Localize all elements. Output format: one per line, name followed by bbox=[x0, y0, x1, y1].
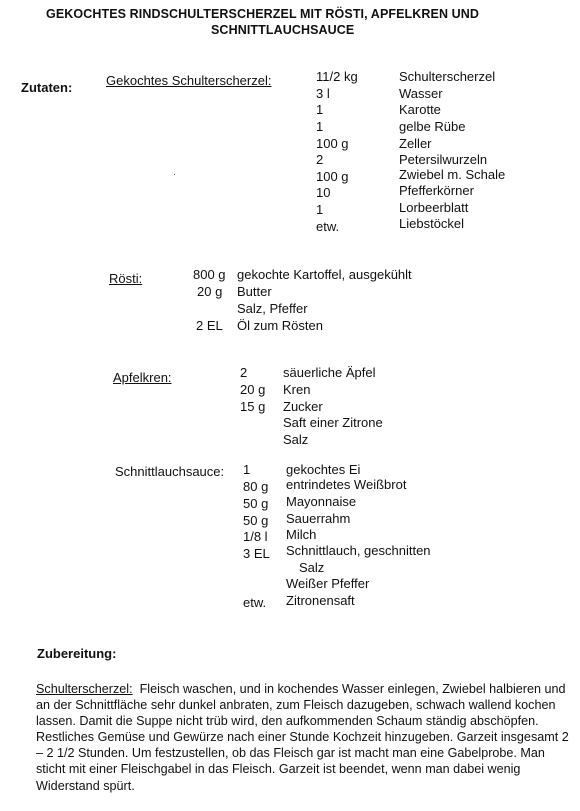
schnittlauch-qty: 80 g bbox=[243, 479, 269, 494]
schulter-item: gelbe Rübe bbox=[399, 119, 466, 134]
ingredients-heading: Zutaten: bbox=[21, 80, 73, 95]
apfelkren-item: Salz bbox=[283, 432, 309, 447]
schnittlauch-item: Weißer Pfeffer bbox=[286, 576, 370, 591]
schnittlauch-qty: 50 g bbox=[243, 496, 269, 511]
apfelkren-item: säuerliche Äpfel bbox=[283, 365, 376, 380]
schulter-item: Wasser bbox=[399, 86, 443, 101]
roesti-item: Öl zum Rösten bbox=[237, 318, 323, 333]
schulter-qty: 2 bbox=[316, 152, 324, 167]
preparation-paragraph bbox=[36, 681, 576, 794]
section-label-roesti: Rösti: bbox=[109, 271, 143, 286]
apfelkren-qty: 20 g bbox=[240, 382, 266, 397]
schnittlauch-item: Mayonnaise bbox=[286, 494, 357, 509]
schnittlauch-item: entrindetes Weißbrot bbox=[286, 477, 407, 492]
schnittlauch-item: Zitronensaft bbox=[286, 593, 355, 608]
apfelkren-qty: 15 g bbox=[240, 399, 266, 414]
schnittlauch-item: Salz bbox=[299, 560, 325, 575]
roesti-item: Salz, Pfeffer bbox=[237, 301, 308, 316]
schulter-item: Schulterscherzel bbox=[399, 69, 496, 84]
section-label-schnittlauchsauce: Schnittlauchsauce: bbox=[115, 464, 225, 479]
schulter-item: Zeller bbox=[399, 136, 432, 151]
preparation-heading: Zubereitung: bbox=[37, 646, 117, 661]
roesti-qty: 20 g bbox=[197, 284, 223, 299]
recipe-title-line-2: SCHNITTLAUCHSAUCE bbox=[211, 23, 355, 37]
schulter-item: Liebstöckel bbox=[399, 216, 465, 231]
schulter-item: Pfefferkörner bbox=[399, 183, 474, 198]
roesti-qty: 2 EL bbox=[196, 318, 223, 333]
preparation-text: Fleisch waschen, und in kochendes Wasser einlegen, Zwiebel halbieren und an der Schnittfläche sehr dunkel anbraten, zum Fleisch dazugeben, schwach wallend kochen lassen. Damit die Suppe nicht trüb wird, den aufkommenden Schaum ständig abschöpfen. Restliches Gemüse und Gewürze nach einer Stunde Kochzeit hinzugeben. Garzeit insgesamt 2 – 2 1/2 Stunden. Um festzustellen, ob das Fleisch gar ist macht man eine Gabelprobe. Man sticht mit einer Fleischgabel in das Fleisch. Garzeit ist beendet, wenn man dabei wenig Widerstand spürt. bbox=[36, 682, 569, 793]
schnittlauch-item: Sauerrahm bbox=[286, 511, 351, 526]
schulter-qty: 1 bbox=[316, 119, 324, 134]
schulter-qty: 11/2 kg bbox=[316, 69, 358, 84]
schulter-item: Zwiebel m. Schale bbox=[399, 167, 506, 182]
schnittlauch-qty: etw. bbox=[243, 595, 267, 610]
apfelkren-item: Saft einer Zitrone bbox=[283, 415, 383, 430]
schulter-qty: etw. bbox=[316, 219, 340, 234]
schnittlauch-item: Milch bbox=[286, 527, 317, 542]
apfelkren-item: Kren bbox=[283, 382, 311, 397]
schulter-item: Karotte bbox=[399, 102, 441, 117]
schulter-qty: 100 g bbox=[316, 169, 349, 184]
roesti-item: Butter bbox=[237, 284, 272, 299]
apfelkren-item: Zucker bbox=[283, 399, 323, 414]
schulter-qty: 100 g bbox=[316, 136, 349, 151]
schnittlauch-qty: 50 g bbox=[243, 513, 269, 528]
section-label-apfelkren: Apfelkren: bbox=[113, 370, 172, 385]
schulter-item: Lorbeerblatt bbox=[399, 200, 469, 215]
scan-speck bbox=[174, 174, 175, 175]
schulter-item: Petersilwurzeln bbox=[399, 152, 488, 167]
roesti-qty: 800 g bbox=[193, 267, 226, 282]
schulter-qty: 3 l bbox=[316, 86, 330, 101]
schnittlauch-item: Schnittlauch, geschnitten bbox=[286, 543, 431, 558]
roesti-item: gekochte Kartoffel, ausgekühlt bbox=[237, 267, 412, 282]
schnittlauch-item: gekochtes Ei bbox=[286, 462, 361, 477]
schnittlauch-qty: 1/8 l bbox=[243, 529, 268, 544]
schulter-qty: 1 bbox=[316, 202, 324, 217]
recipe-title-line-1: GEKOCHTES RINDSCHULTERSCHERZEL MIT RÖSTI, APFELKREN UND bbox=[46, 7, 480, 21]
schulter-qty: 10 bbox=[316, 185, 331, 200]
section-label-schulterscherzel: Gekochtes Schulterscherzel: bbox=[106, 73, 272, 88]
schnittlauch-qty: 3 EL bbox=[243, 546, 270, 561]
schnittlauch-qty: 1 bbox=[243, 462, 251, 477]
schulter-qty: 1 bbox=[316, 102, 324, 117]
apfelkren-qty: 2 bbox=[240, 365, 248, 380]
preparation-label-schulterscherzel: Schulterscherzel: bbox=[36, 682, 133, 696]
